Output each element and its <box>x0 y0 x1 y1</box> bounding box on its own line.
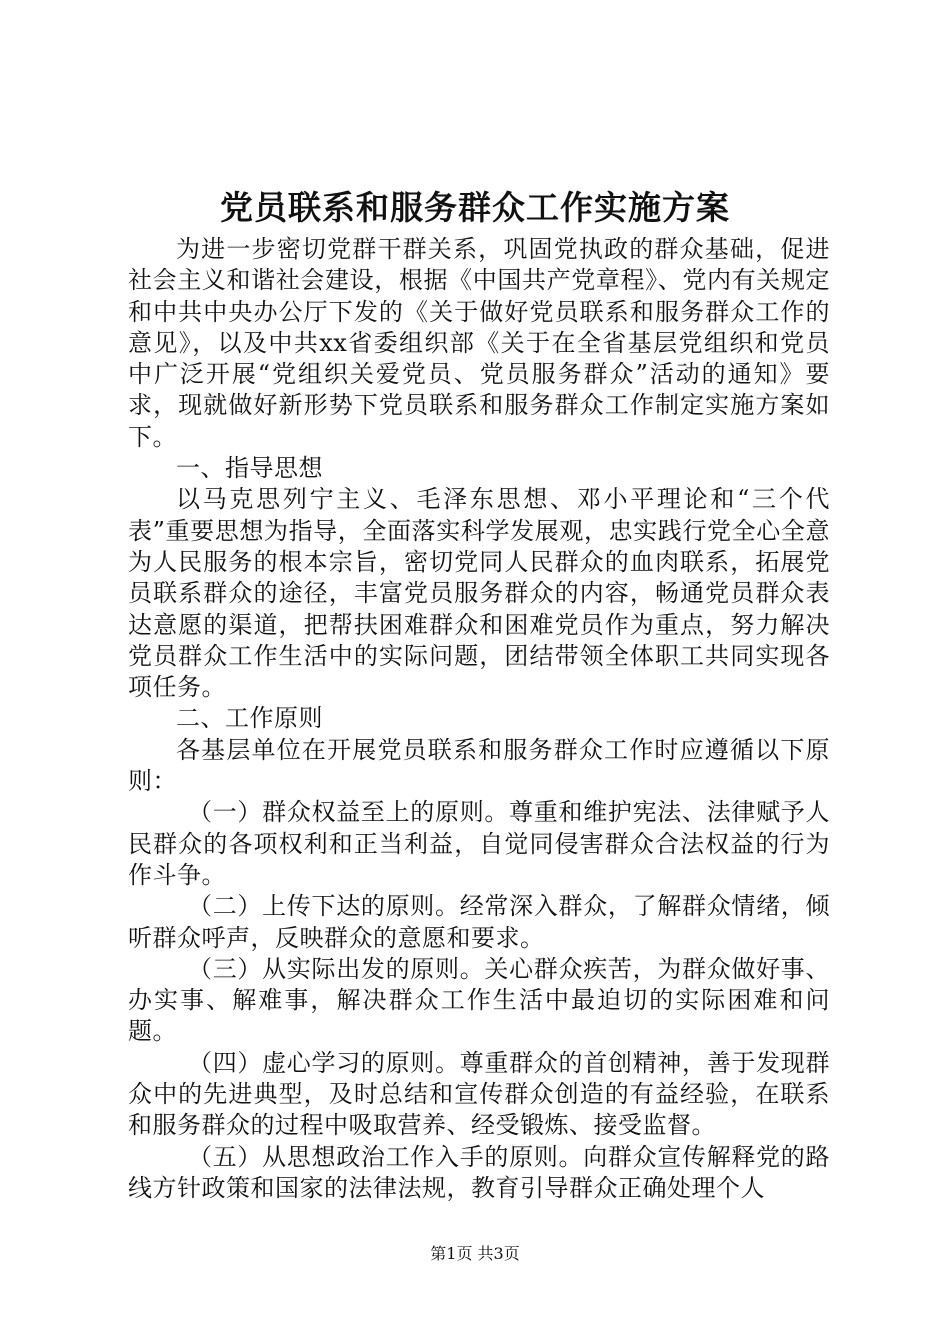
paragraph-principle-3: （三）从实际出发的原则。关心群众疾苦，为群众做好事、办实事、解难事，解决群众工作生活中最迫切的实际困难和问题。 <box>128 954 830 1046</box>
section-heading-guiding-thought: 一、指导思想 <box>176 454 323 483</box>
document-body <box>128 234 830 1204</box>
paragraph-intro: 为进一步密切党群干群关系，巩固党执政的群众基础，促进社会主义和谐社会建设，根据《中国共产党章程》、党内有关规定和中共中央办公厅下发的《关于做好党员联系和服务群众工作的意见》，以及中共xx省委组织部《关于在全省基层党组织和党员中广泛开展“党组织关爱党员、党员服务群众”活动的通知》要求，现就做好新形势下党员联系和服务群众工作制定实施方案如下。 <box>128 235 830 451</box>
paragraph-principle-2: （二）上传下达的原则。经常深入群众，了解群众情绪，倾听群众呼声，反映群众的意愿和要求。 <box>128 892 830 952</box>
paragraph-guiding-thought: 以马克思列宁主义、毛泽东思想、邓小平理论和“三个代表”重要思想为指导，全面落实科学发展观，忠实践行党全心全意为人民服务的根本宗旨，密切党同人民群众的血肉联系，拓展党员联系群众的途径，丰富党员服务群众的内容，畅通党员群众表达意愿的渠道，把帮扶困难群众和困难党员作为重点，努力解决党员群众工作生活中的实际问题，团结带领全体职工共同实现各项任务。 <box>128 485 830 702</box>
paragraph-principle-1: （一）群众权益至上的原则。尊重和维护宪法、法律赋予人民群众的各项权利和正当利益，自觉同侵害群众合法权益的行为作斗争。 <box>128 798 830 889</box>
paragraph-principles-intro: 各基层单位在开展党员联系和服务群众工作时应遵循以下原则： <box>128 735 830 796</box>
paragraph-principle-4: （四）虚心学习的原则。尊重群众的首创精神，善于发现群众中的先进典型，及时总结和宣传群众创造的有益经验，在联系和服务群众的过程中吸取营养、经受锻炼、接受监督。 <box>128 1048 830 1140</box>
document-title: 党员联系和服务群众工作实施方案 <box>220 188 730 227</box>
section-heading-work-principles: 二、工作原则 <box>176 704 323 733</box>
paragraph-principle-5: （五）从思想政治工作入手的原则。向群众宣传解释党的路线方针政策和国家的法律法规，教育引导群众正确处理个人 <box>128 1142 830 1202</box>
page-footer: 第1页 共3页 <box>430 1244 520 1263</box>
